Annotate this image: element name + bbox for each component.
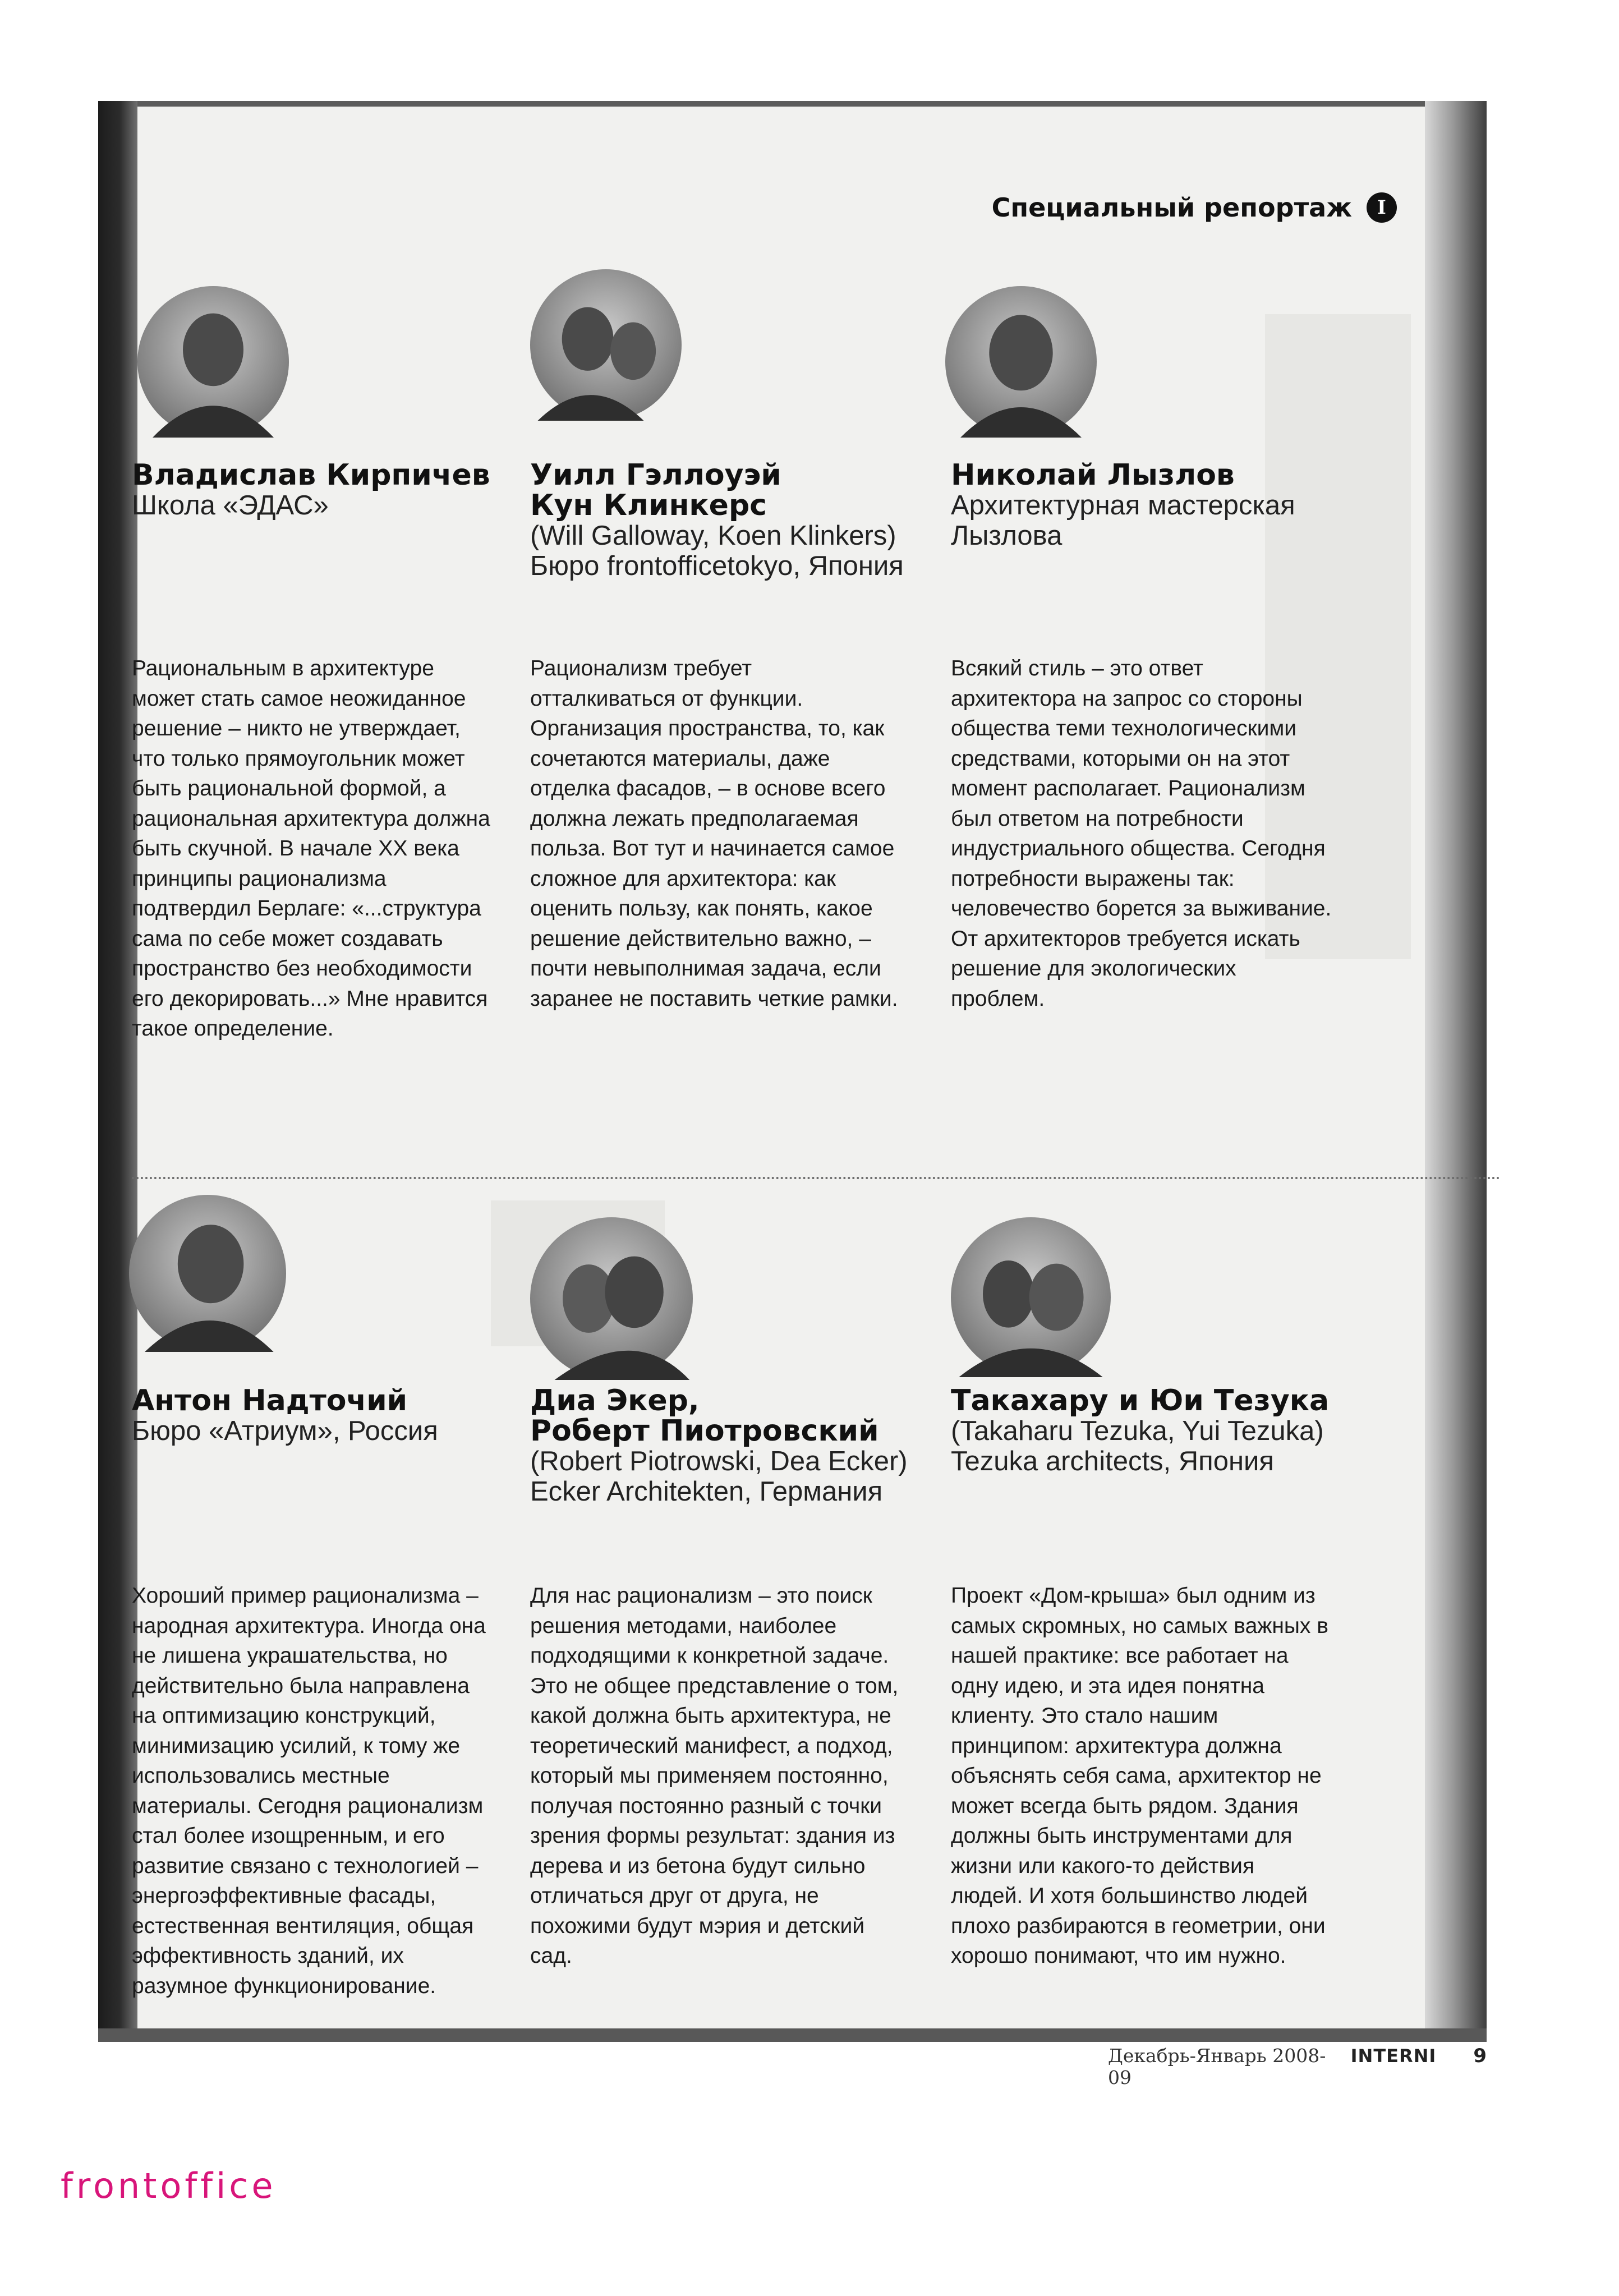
expert-name: Владислав Кирпичев [132,458,490,492]
person-silhouette-icon [137,286,289,438]
expert-top-2 [530,460,923,581]
expert-name: Уилл Гэллоуэй [530,458,781,492]
expert-affiliation: Лызлова [951,521,1063,551]
person-silhouette-icon [945,286,1097,438]
page-footer [1108,2045,1487,2088]
scan-top-edge [98,101,1487,107]
expert-bottom-1 [132,1386,525,1446]
person-silhouette-icon [530,1217,693,1380]
portrait-photo [951,1217,1111,1377]
expert-affiliation: Школа «ЭДАС» [132,490,329,521]
scan-bottom-edge [98,2028,1487,2042]
expert-quote: Рационализм требует отталкиваться от функции. Организация пространства, то, как сочетаются материалы, даже отделка фасадов, – в основе всего должна лежать предполагаемая польза. Вот тут и начинается самое сложное для архитектора: как оценить пользу, как понять, какое решение действительно важно, – почти невыполнимая задача, если заранее не поставить четкие рамки. [530,656,898,1011]
expert-affiliation: Бюро frontofficetokyo, Япония [530,551,904,581]
expert-affiliation: Архитектурная мастерская [951,490,1295,521]
person-silhouette-icon [129,1195,286,1352]
expert-name: Кун Клинкерс [530,489,767,522]
section-title: Специальный репортаж [991,192,1352,223]
expert-quote: Всякий стиль – это ответ архитектора на запрос со стороны общества теми технологическими средствами, которыми он на этот момент располагает. Рационализм был ответом на потребности индустриального общества. Сегодня потребности выражены так: человечество борется за выживание. От архитекторов требуется искать решение для экологических проблем. [951,656,1332,1011]
expert-quote: Для нас рационализм – это поиск решения методами, наиболее подходящими к конкретной задаче. Это не общее представление о том, какой должна быть архитектура, не теоретический манифест, а подход, который мы применяем постоянно, получая постоянно разный с точки зрения формы результат: здания из дерева и из бетона будут сильно отличаться друг от друга, не похожими будут мэрия и детский сад. [530,1584,899,1968]
portrait-photo [530,269,682,421]
page-number: 9 [1473,2045,1487,2067]
page-edge-shadow [1425,101,1487,2042]
quote-top-3 [951,654,1332,1014]
expert-affiliation: Tezuka architects, Япония [951,1446,1274,1476]
portrait-photo [129,1195,286,1352]
issue-date: Декабрь-Январь 2008-09 [1108,2045,1326,2088]
quote-top-2 [530,654,900,1014]
row-divider [132,1177,1501,1179]
section-header [992,188,1397,227]
expert-bottom-3 [951,1386,1344,1476]
section-badge: I [1367,192,1397,223]
scanned-magazine-page [98,101,1487,2088]
quote-bottom-3 [951,1581,1332,1971]
expert-quote: Рациональным в архитектуре может стать самое неожиданное решение – никто не утверждает, что только прямоугольник может быть рациональной формой, а рациональная архитектура должна быть скучной. В начале XX века принципы рационализма подтвердил Берлаге: «...структура сама по себе может создавать пространство без необходимости его декорировать...» Мне нравится такое определение. [132,656,490,1041]
expert-name: Диа Экер, [530,1384,700,1418]
expert-name: Николай Лызлов [951,458,1235,492]
expert-top-3 [951,460,1344,551]
quote-bottom-2 [530,1581,900,1971]
portrait-photo [530,1217,693,1380]
person-silhouette-icon [951,1217,1111,1377]
expert-bottom-2 [530,1386,923,1507]
expert-affiliation: (Robert Piotrowski, Dea Ecker) [530,1446,908,1476]
portrait-photo [137,286,289,438]
expert-top-1 [132,460,525,521]
expert-name: Роберт Пиотровский [530,1414,879,1448]
expert-name: Такахару и Юи Тезука [951,1384,1330,1418]
expert-affiliation: Бюро «Атриум», Россия [132,1416,438,1446]
expert-name: Антон Надточий [132,1384,408,1418]
quote-top-1 [132,654,491,1044]
expert-affiliation: (Will Galloway, Koen Klinkers) [530,521,896,551]
person-silhouette-icon [530,269,682,421]
frontoffice-brand: frontoffice [61,2165,277,2206]
portrait-photo [945,286,1097,438]
expert-affiliation: (Takaharu Tezuka, Yui Tezuka) [951,1416,1324,1446]
expert-quote: Проект «Дом-крыша» был одним из самых скромных, но самых важных в нашей практике: все работает на одну идею, и эта идея понятна клиенту. Это стало нашим принципом: архитектура должна объяснять себя сама, архитектор не может всегда быть рядом. Здания должны быть инструментами для жизни или какого-то действия людей. И хотя большинство людей плохо разбираются в геометрии, они хорошо понимают, что им нужно. [951,1584,1328,1968]
expert-affiliation: Ecker Architekten, Германия [530,1476,883,1507]
magazine-name: INTERNI [1350,2045,1437,2067]
expert-quote: Хороший пример рационализма – народная архитектура. Иногда она не лишена украшательства, но действительно была направлена на оптимизацию конструкций, минимизацию усилий, к тому же использовались местные материалы. Сегодня рационализм стал более изощренным, и его развитие связано с технологией – энергоэффективные фасады, естественная вентиляция, общая эффективность зданий, их разумное функционирование. [132,1584,486,1998]
quote-bottom-1 [132,1581,491,2001]
